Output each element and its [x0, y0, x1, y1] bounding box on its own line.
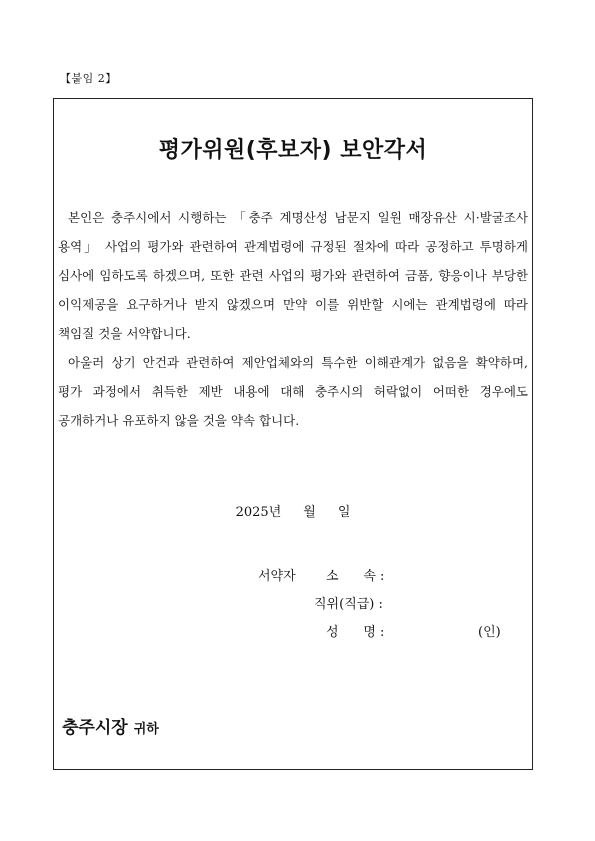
position-label: 직위(직급) : [314, 597, 383, 612]
recipient-name: 충주시장 [62, 718, 128, 738]
pledge-document-frame [53, 98, 533, 770]
recipient-suffix: 귀하 [133, 722, 159, 737]
date-month: 월 [303, 505, 316, 520]
pledge-paragraph-1: 본인은 충주시에서 시행하는 「충주 계명산성 남문지 일원 매장유산 시·발굴조사 용역」 사업의 평가와 관련하여 관계법령에 규정된 절차에 따라 공정하고 투명하게 심사에 임하도록 하겠으며, 또한 관련 사업의 평가와 관련하여 금품, 향응이나 부당한 이익제공을 요구하거나 받지 않겠으며 만약 이를 위반할 시에는 관계법령에 따라 책임질 것을 서약합니다. [58, 210, 528, 341]
date-year: 2025년 [235, 505, 282, 520]
attachment-label: 【붙임 2】 [60, 72, 117, 85]
date-line [54, 501, 532, 520]
affiliation-label: 소 속 : [326, 569, 385, 584]
name-label: 성 명 : [326, 625, 385, 640]
pledge-body [58, 203, 528, 435]
recipient [62, 713, 159, 738]
date-day: 일 [337, 505, 351, 520]
seal-label: (인) [478, 625, 501, 640]
pledge-paragraph-2: 아울러 상기 안건과 관련하여 제안업체와의 특수한 이해관계가 없음을 확약하며, 평가 과정에서 취득한 제반 내용에 대해 충주시의 허락없이 어떠한 경우에도 공개하거나 유포하지 않을 것을 약속 합니다. [58, 355, 528, 428]
pledger-label: 서약자 [258, 569, 296, 584]
document-title: 평가위원(후보자) 보안각서 [158, 138, 428, 163]
